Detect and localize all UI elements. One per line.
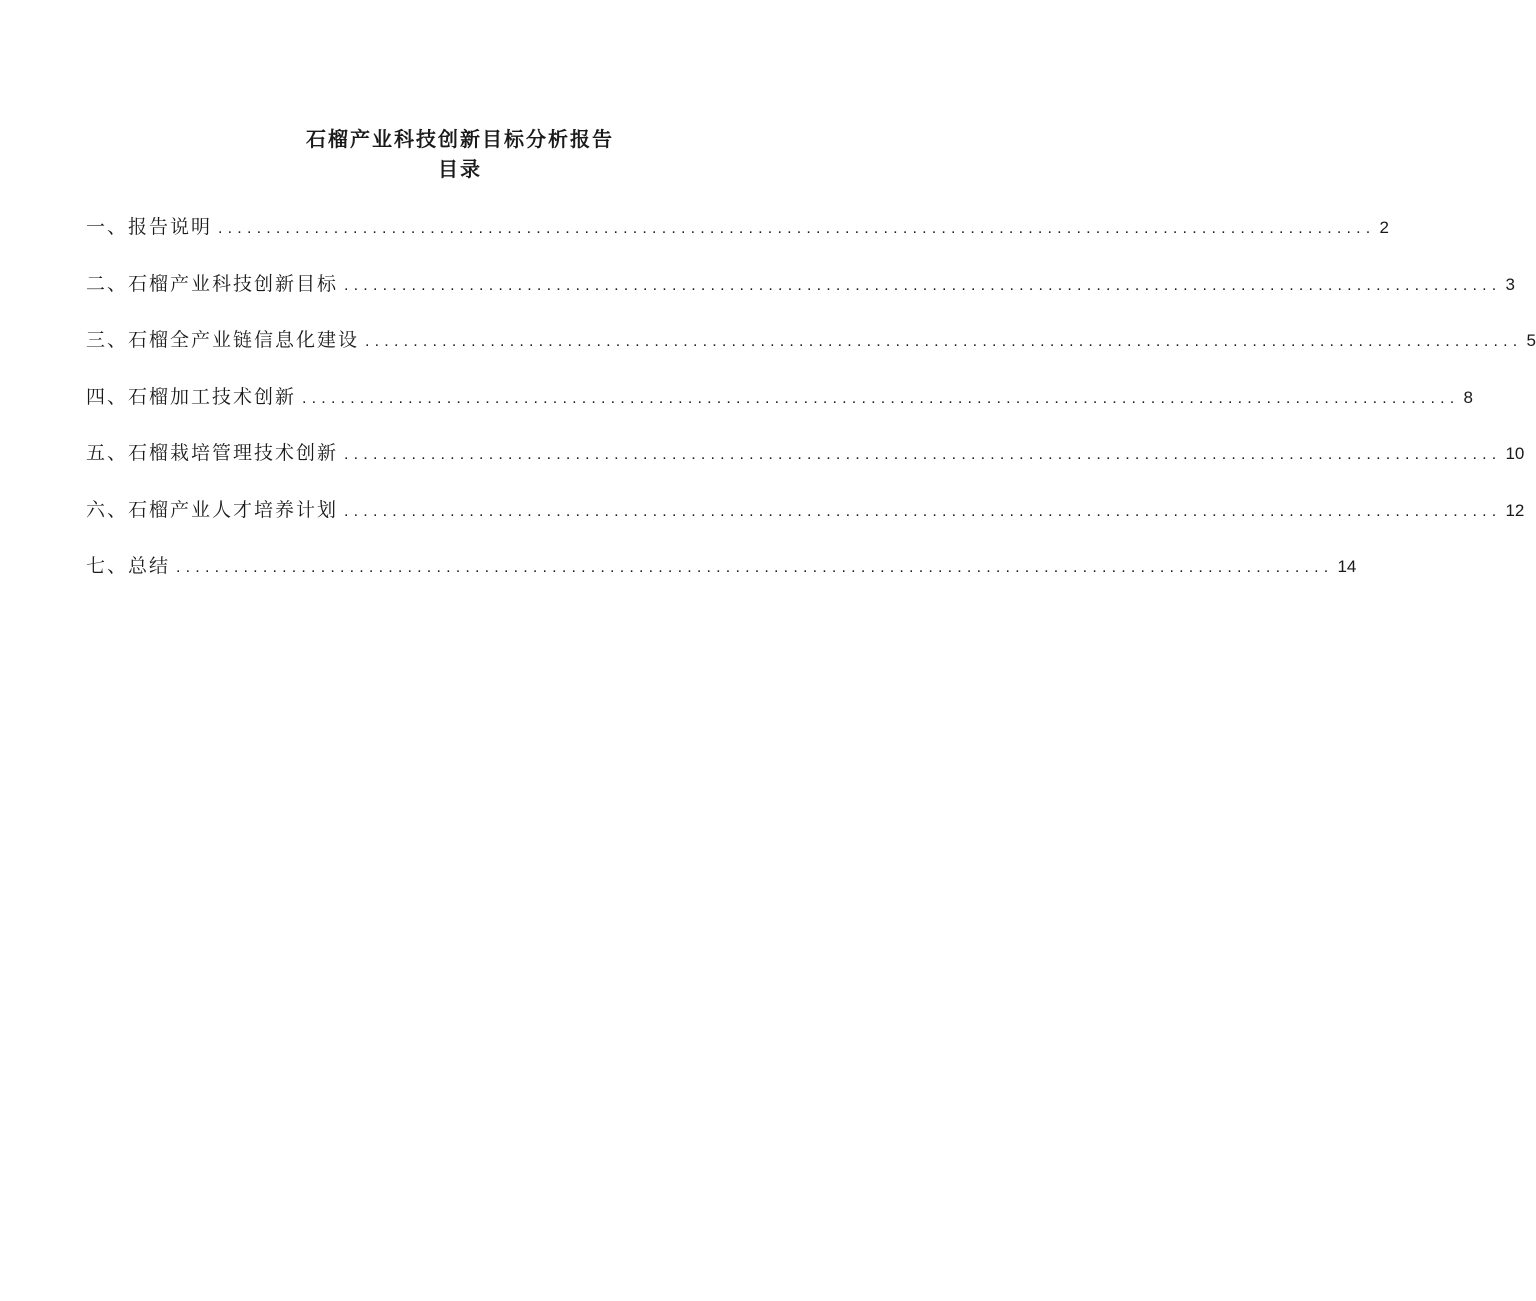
toc-entry-page: 8 <box>1463 387 1473 407</box>
toc-entry[interactable] <box>86 438 1525 495</box>
toc-dot-leader: ........................................................................................................................ <box>176 559 1334 576</box>
toc-entry[interactable] <box>86 551 1357 608</box>
toc-entry[interactable] <box>86 382 1473 439</box>
toc-entry-page: 14 <box>1337 557 1357 576</box>
toc-entry-page: 3 <box>1505 274 1515 294</box>
toc-entry-label: 三、石榴全产业链信息化建设 <box>86 329 360 351</box>
toc-entry-page: 2 <box>1379 218 1389 237</box>
toc-entry-label: 四、石榴加工技术创新 <box>86 385 297 408</box>
toc-dot-leader: ........................................................................................................................ <box>344 446 1502 463</box>
toc-entry-page: 12 <box>1505 500 1525 520</box>
toc-entry-label: 六、石榴产业人才培养计划 <box>86 498 339 521</box>
toc-entry-label: 一、报告说明 <box>86 216 213 238</box>
toc-dot-leader: ........................................................................................................................ <box>365 333 1523 350</box>
toc-dot-leader: ........................................................................................................................ <box>344 276 1502 294</box>
toc-entry-label: 五、石榴栽培管理技术创新 <box>86 442 339 464</box>
title-block <box>0 124 920 184</box>
toc-entry[interactable] <box>86 269 1515 326</box>
toc-heading: 目录 <box>438 157 482 181</box>
toc-entry[interactable] <box>86 495 1525 552</box>
toc-entry-page: 5 <box>1526 331 1536 350</box>
toc-entry[interactable] <box>86 212 1389 269</box>
toc-dot-leader: ........................................................................................................................ <box>302 389 1460 407</box>
toc-entry-page: 10 <box>1505 444 1525 463</box>
document-title: 石榴产业科技创新目标分析报告 <box>306 127 614 151</box>
table-of-contents <box>86 212 1536 608</box>
toc-dot-leader: ........................................................................................................................ <box>344 502 1502 520</box>
toc-entry-label: 七、总结 <box>86 555 171 577</box>
toc-entry-label: 二、石榴产业科技创新目标 <box>86 272 339 295</box>
toc-entry[interactable] <box>86 325 1536 382</box>
toc-dot-leader: ........................................................................................................................ <box>218 220 1376 237</box>
